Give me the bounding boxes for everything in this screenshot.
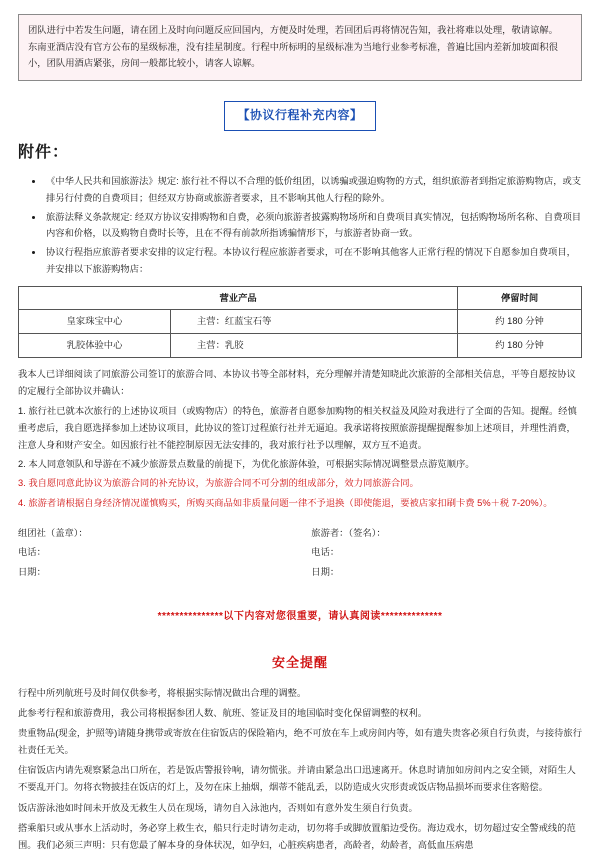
intro-line-1: 团队进行中若发生问题，请在团上及时向问题反应回国内，方便及时处理，若回团后再将情况告知，我社将难以处理，敬请谅解。 [28,25,558,35]
intro-notice-box [18,14,582,81]
shopping-stops-table [18,286,582,359]
list-item: • 协议行程指应旅游者要求安排的议定行程。本协议行程应旅游者要求，可在不影响其他客人正常行程的情况下自愿参加自费项目，并安排以下旅游购物店： [44,244,582,277]
cell-product: 主营：乳胶 [171,334,458,358]
column-header-product: 营业产品 [19,286,458,310]
organizer-date-label: 日期： [18,566,46,577]
organizer-seal-label: 组团社（盖章）： [18,527,88,538]
list-item: • 旅游法释义条款规定: 经双方协议安排购物和自费，必须向旅游者披露购物场所和自费项目真实情况，包括购物场所名称、自费项目内容和价格，以及购物自费时长等，且在不得有前款所指诱骗情形下，与旅游者协商一致。 [44,209,582,242]
cell-duration: 约 180 分钟 [458,310,582,334]
signature-row [18,543,582,563]
safety-paragraph: 贵重物品(现金，护照等)请随身携带或寄放在住宿饭店的保险箱内，绝不可放在车上或房间内等，如有遗失贵客必须自行负责，与接待旅行社责任无关。 [18,727,583,756]
safety-paragraph: 饭店游泳池如时间未开放及无救生人员在现场，请勿自入泳池内，否则如有意外发生须自行负责。 [18,802,418,813]
safety-reminder-title: 安全提醒 [271,654,328,670]
organizer-phone-label: 电话： [18,547,46,558]
column-header-time: 停留时间 [458,286,582,310]
cell-shop-name: 皇家珠宝中心 [19,310,171,334]
table-row [19,334,582,358]
confirmation-item-3: 3. 我自愿同意此协议为旅游合同的补充协议，为旅游合同不可分割的组成部分，效力同旅游合同。 [18,478,419,489]
signature-block [18,524,582,583]
attachment-title: 附件： [18,144,70,162]
important-read-note: ***************以下内容对您很重要，请认真阅读************** [157,611,443,623]
table-header-row [19,286,582,310]
cell-shop-name: 乳胶体验中心 [19,334,171,358]
banner-wrap [18,101,582,131]
traveler-date-label: 日期： [311,566,340,577]
safety-paragraph: 住宿饭店内请先观察紧急出口所在，若是饭店警报铃响，请勿慌张。并请由紧急出口迅速离开。休息时请加如房间内之安全锁，对陌生人不要乱开门。勿将衣物披挂在饭店的灯上，及勿在床上抽烟，烟蒂不能乱丢，以防造成火灾形责或饭店物品损坏而要求住客赔偿。 [18,765,576,793]
traveler-signature-label: 旅游者：（签名）： [311,527,386,538]
list-item: • 《中华人民共和国旅游法》规定: 旅行社不得以不合理的低价组团，以诱骗或强迫购物的方式，组织旅游者到指定旅游购物店，或支排另行付费的自费项目；但经双方协商或旅游者要求，且不影响其他人行程的除外。 [44,173,582,206]
signature-row [18,524,582,544]
intro-line-2: 东南亚酒店没有官方公布的星级标准，没有挂星制度。行程中所标明的星级标准为当地行业参考标准，普遍比国内差新加坡面积很小，团队用酒店紧张，房间一般都比较小，请客人谅解。 [28,41,558,69]
confirmation-item-4: 4. 旅游者请根据自身经济情况谨慎购买，所购买商品如非质量问题一律不予退换（即使能退，要被店家扣刷卡费 5%＋税 7-20%）。 [18,497,553,508]
confirmation-item-2: 2. 本人同意领队和导游在不减少旅游景点数量的前提下，为优化旅游体验，可根据实际情况调整景点游览顺序。 [18,459,475,470]
signature-row [18,563,582,583]
safety-paragraph: 此参考行程和旅游费用，我公司将根据参团人数、航班、签证及目的地国临时变化保留调整的权利。 [18,707,428,718]
traveler-phone-label: 电话： [311,547,340,558]
safety-paragraph: 行程中所列航班号及时间仅供参考，将根据实际情况做出合理的调整。 [18,687,307,698]
attachment-bullet-list [18,173,582,277]
cell-duration: 约 180 分钟 [458,334,582,358]
cell-product: 主营：红蓝宝石等 [171,310,458,334]
safety-paragraph: 搭乘船只或从事水上活动时，务必穿上救生衣，船只行走时请勿走动，切勿将手或脚放置船边受伤。海边戏水，切勿超过安全警戒线的范围。我们必须三声明：只有您最了解本身的身体状况，如孕妇，心脏疾病患者，高龄者，幼龄者，高低血压病患 [18,822,576,851]
table-row [19,310,582,334]
safety-reminder-body [18,685,582,855]
confirmation-intro: 我本人已详细阅读了同旅游公司签订的旅游合同、本协议书等全部材料，充分理解并清楚知晓此次旅游的全部相关信息，平等自愿按协议的定履行全部协议并确认： [18,369,576,397]
supplement-banner: 【协议行程补充内容】 [224,101,375,131]
confirmation-item-1: 1. 旅行社已就本次旅行的上述协议项目（或购物店）的特色，旅游者自愿参加购物的相关权益及风险对我进行了全面的告知。提醒。经慎重考虑后，我自愿选择参加上述协议项目，此协议的签订过程旅行社并无逼迫。我承诺将按照旅游提醒提醒参加上述项目，并理性消费，注意人身和财产安全。如因旅行社不能控制原因无法安排的，我对旅行社予以理解，双方互不追责。 [18,405,577,450]
